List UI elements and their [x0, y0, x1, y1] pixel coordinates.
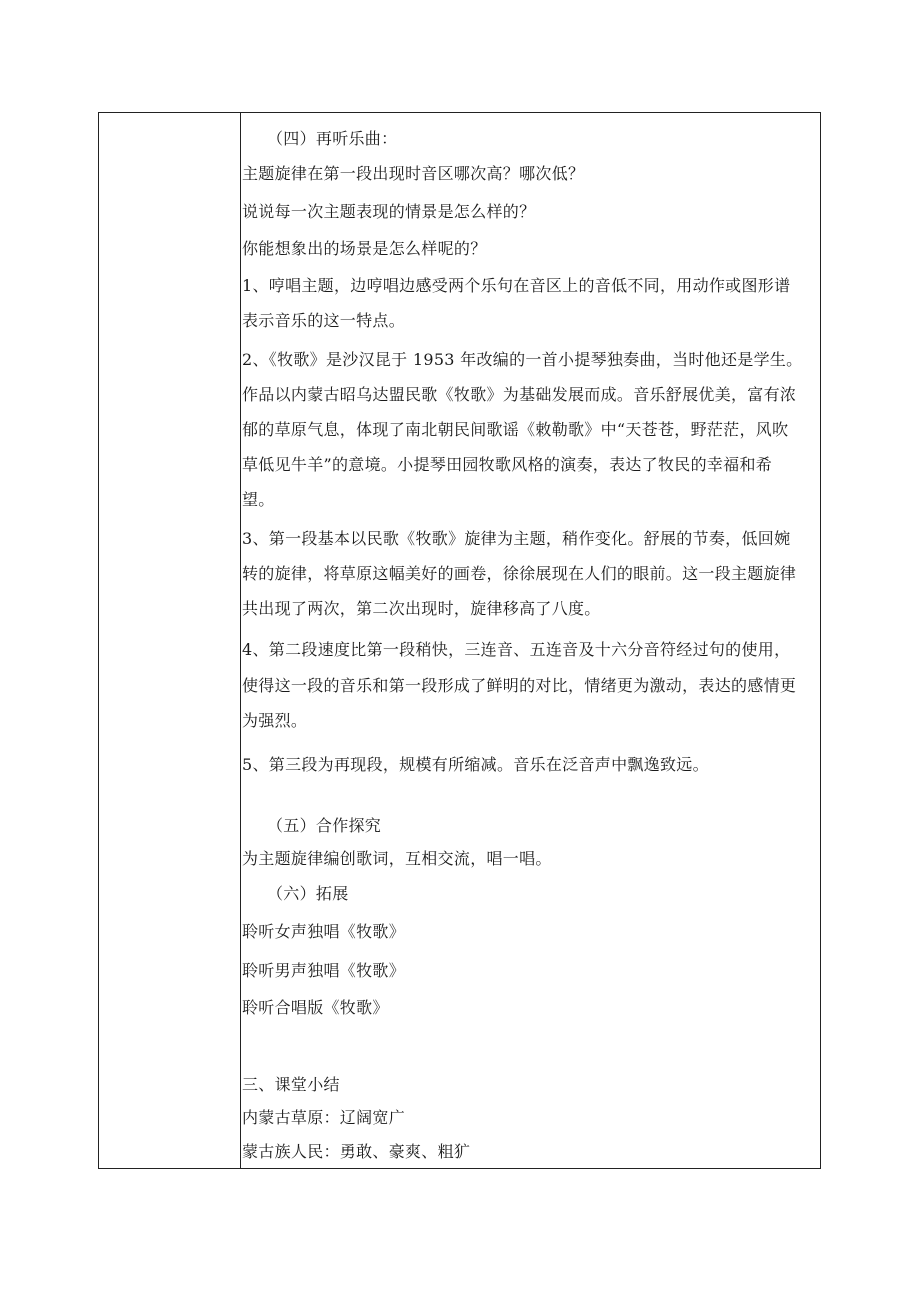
point-2-line-1: 2、《牧歌》是沙汉昆于 1953 年改编的一首小提琴独奏曲，当时他还是学生。	[242, 350, 803, 369]
point-3-line-1: 3、第一段基本以民歌《牧歌》旋律为主题，稍作变化。舒展的节奏，低回婉	[242, 529, 791, 548]
point-2-line-2: 作品以内蒙古昭乌达盟民歌《牧歌》为基础发展而成。音乐舒展优美，富有浓	[242, 385, 797, 404]
section-five-heading: （五）合作探究	[267, 816, 382, 835]
point-2-line-3: 郁的草原气息，体现了南北朝民间歌谣《敕勒歌》中“天苍苍，野茫茫，风吹	[242, 420, 789, 439]
summary-item: 内蒙古草原：辽阔宽广	[242, 1108, 406, 1127]
extension-item: 聆听女声独唱《牧歌》	[242, 922, 406, 941]
summary-heading: 三、课堂小结	[242, 1075, 340, 1094]
point-3-line-2: 转的旋律，将草原这幅美好的画卷，徐徐展现在人们的眼前。这一段主题旋律	[242, 564, 797, 583]
extension-item: 聆听男声独唱《牧歌》	[242, 961, 406, 980]
point-2-line-4: 草低见牛羊”的意境。小提琴田园牧歌风格的演奏，表达了牧民的幸福和希	[242, 455, 773, 474]
question-1: 主题旋律在第一段出现时音区哪次高？哪次低？	[242, 164, 585, 183]
section-four-heading: （四）再听乐曲：	[267, 129, 398, 148]
point-5: 5、第三段为再现段，规模有所缩减。音乐在泛音声中飘逸致远。	[242, 755, 709, 774]
point-4-line-2: 使得这一段的音乐和第一段形成了鲜明的对比，情绪更为激动，表达的感情更	[242, 676, 797, 695]
point-4-line-3: 为强烈。	[242, 711, 308, 730]
point-3-line-3: 共出现了两次，第二次出现时，旋律移高了八度。	[242, 599, 601, 618]
point-4-line-1: 4、第二段速度比第一段稍快，三连音、五连音及十六分音符经过句的使用，	[242, 640, 791, 659]
section-six-heading: （六）拓展	[267, 884, 349, 903]
point-1-line-2: 表示音乐的这一特点。	[242, 311, 406, 330]
table-content-cell	[242, 113, 820, 1168]
question-3: 你能想象出的场景是怎么样呢的？	[242, 239, 487, 258]
summary-item: 蒙古族人民：勇敢、豪爽、粗犷	[242, 1142, 471, 1161]
extension-item: 聆听合唱版《牧歌》	[242, 998, 389, 1017]
lesson-table	[98, 112, 821, 1169]
section-five-text: 为主题旋律编创歌词，互相交流，唱一唱。	[242, 849, 552, 868]
point-1-line-1: 1、哼唱主题，边哼唱边感受两个乐句在音区上的音低不同，用动作或图形谱	[242, 276, 791, 295]
question-2: 说说每一次主题表现的情景是怎么样的？	[242, 202, 536, 221]
table-left-cell	[99, 113, 241, 1168]
point-2-line-5: 望。	[242, 490, 275, 509]
